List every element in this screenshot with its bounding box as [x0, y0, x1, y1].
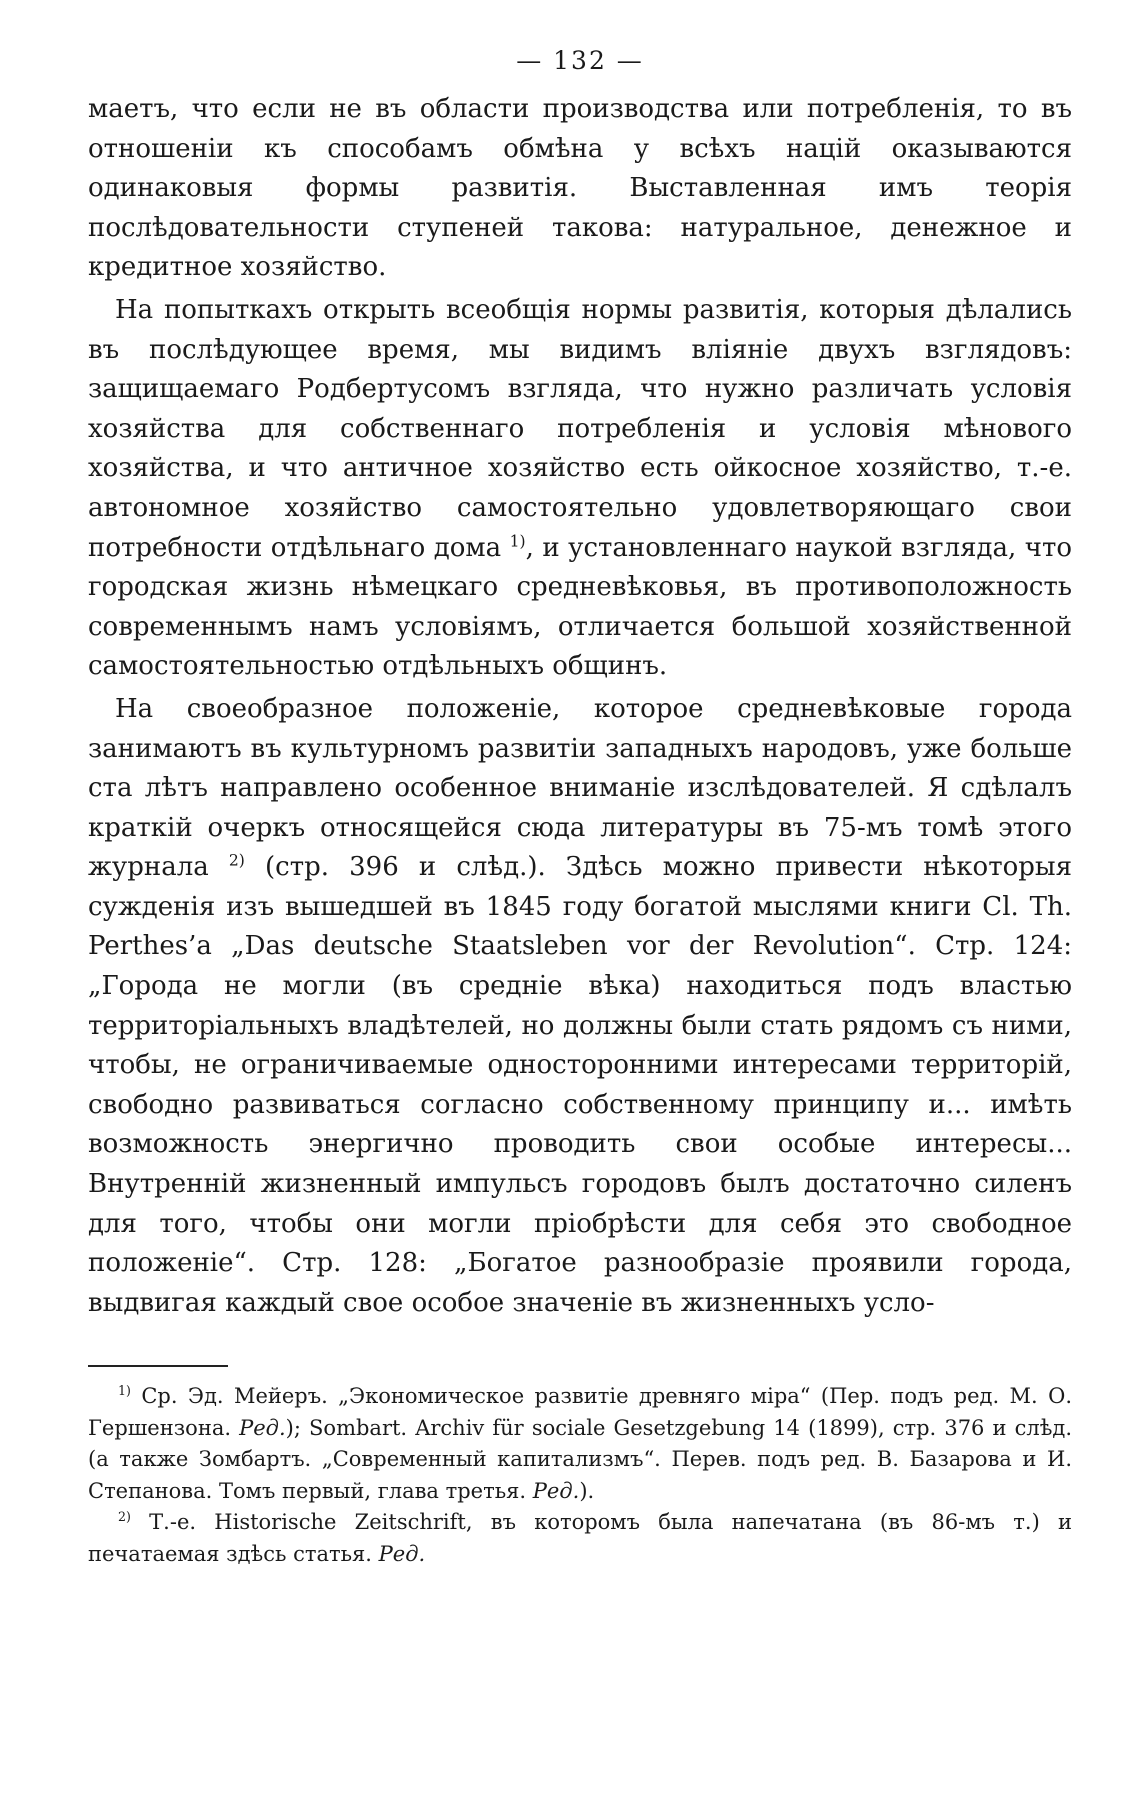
footnote-marker: 2): [118, 1509, 131, 1525]
footnote-marker: 1): [509, 531, 526, 550]
text-run: ).: [579, 1478, 595, 1503]
footnote-divider: [88, 1365, 228, 1367]
footnote-marker: 2): [228, 851, 245, 870]
text-run: , и установленнаго наукой взгляда, что городская жизнь нѣмецкаго средневѣковья, въ противоположность современнымъ намъ условіямъ, отличается большой хозяйственной самостоятельностью отдѣльныхъ общинъ.: [88, 532, 1072, 682]
text-run: Т.-е. Historische Zeitschrift, въ которомъ была напечатана (въ 86-мъ т.) и печатаемая здѣсь статья.: [88, 1510, 1072, 1566]
body-text: [88, 90, 1072, 1323]
page-number: — 132 —: [516, 46, 644, 75]
footnotes: [88, 1381, 1072, 1570]
footnote: [88, 1381, 1072, 1507]
paragraph: [88, 90, 1072, 288]
text-run: (стр. 396 и слѣд.). Здѣсь можно привести нѣкоторыя сужденія изъ вышедшей въ 1845 году богатой мыслями книги Cl. Th. Perthes’a „Das deutsche Staatsleben vor der Revolution“. Стр. 124: „Города не могли (въ средніе вѣка) находиться подъ властью территоріальныхъ владѣтелей, но должны были стать рядомъ съ ними, чтобы, не ограничиваемые односторонними интересами территорій, свободно развиваться согласно собственному принципу и... имѣть возможность энергично проводить свои особые интересы... Внутренній жизненный импульсъ городовъ былъ достаточно силенъ для того, чтобы они могли пріобрѣсти для себя это свободное положеніе“. Стр. 128: „Богатое разнообразіе проявили города, выдвигая каждый свое особое значеніе въ жизненныхъ усло-: [88, 852, 1072, 1318]
editor-note: Ред.: [378, 1541, 426, 1566]
text-run: маетъ, что если не въ области производства или потребленія, то въ отношеніи къ способамъ обмѣна у всѣхъ націй оказываются одинаковыя формы развитія. Выставленная имъ теорія послѣдовательности ступеней такова: натуральное, денежное и кредитное хозяйство.: [88, 94, 1072, 283]
editor-note: Ред.: [532, 1478, 580, 1503]
paragraph: [88, 291, 1072, 687]
page: [88, 44, 1072, 1570]
footnote-marker: 1): [118, 1383, 131, 1399]
text-run: ); Sombart. Archiv für sociale Gesetzgebung 14 (1899), стр. 376 и слѣд. (а также Зомбартъ. „Современный капитализмъ“. Перев. подъ ред. В. Базарова и И. Степанова. Томъ первый, глава третья.: [88, 1415, 1072, 1503]
text-run: Ср. Эд. Мейеръ. „Экономическое развитіе древняго міра“ (Пер. подъ ред. М. О. Гершензона.: [88, 1384, 1072, 1440]
editor-note: Ред.: [239, 1415, 286, 1440]
text-run: На своеобразное положеніе, которое средневѣковые города занимаютъ въ культурномъ развитіи западныхъ народовъ, уже больше ста лѣтъ направлено особенное вниманіе изслѣдователей. Я сдѣлалъ краткій очеркъ относящейся сюда литературы въ 75-мъ томѣ этого журнала: [88, 693, 1072, 883]
footnote: [88, 1507, 1072, 1570]
paragraph: [88, 690, 1072, 1324]
text-run: На попыткахъ открыть всеобщія нормы развитія, которыя дѣлались въ послѣдующее время, мы видимъ вліяніе двухъ взглядовъ: защищаемаго Родбертусомъ взгляда, что нужно различать условія хозяйства для собственнаго потребленія и условія мѣнового хозяйства, и что античное хозяйство есть ойкосное хозяйство, т.-е. автономное хозяйство самостоятельно удовлетворяющаго свои потребности отдѣльнаго дома: [88, 294, 1072, 563]
